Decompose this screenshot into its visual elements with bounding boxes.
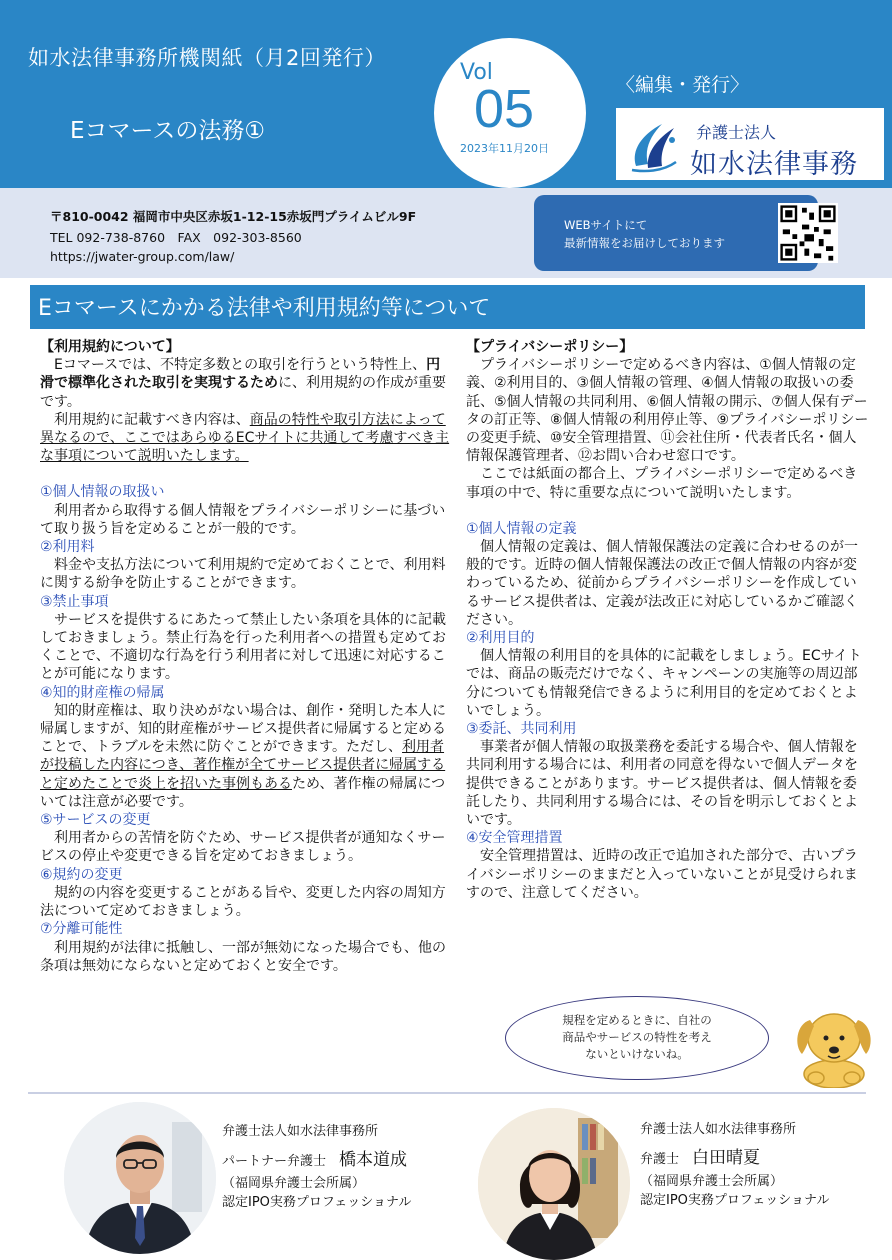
terms-item-title: ⑤サービスの変更 [40,812,151,829]
terms-intro-1c: に、利用規約の作成が重要です。 [40,375,446,410]
terms-column [40,338,450,975]
bubble-text [506,1012,768,1063]
ip-body-c: ため、著作権の帰属については注意が必要です。 [40,775,446,810]
terms-item-body: 利用規約が法律に抵触し、一部が無効になった場合でも、他の条項は無効にならないと定めておくと安全です。 [40,939,446,974]
bubble-line: 商品やサービスの特性を考え [562,1030,712,1044]
firm-logo [616,108,884,180]
terms-heading: 【利用規約について】 [40,339,180,355]
terms-item-title: ⑥規約の変更 [40,866,123,883]
qr-code-icon[interactable] [778,203,838,263]
issue-date: 2023年11月20日 [460,142,549,155]
profile-firm: 弁護士法人如水法律事務所 [640,1122,797,1137]
lawyer-photo-hashimoto [64,1102,216,1254]
dog-mascot-icon [782,994,878,1088]
vol-number: 05 [474,79,535,139]
profile-bar: （福岡県弁護士会所属） [640,1174,784,1189]
firm-logo-icon [626,118,682,174]
privacy-item-title: ④安全管理措置 [466,830,563,847]
edit-label: 〈編集・発行〉 [616,74,750,96]
issue-title: Eコマースの法務① [70,118,266,144]
terms-intro-2a: 利用規約に記載すべき内容は、 [54,411,250,428]
privacy-intro-2: ここでは紙面の都合上、プライバシーポリシーで定めるべき事項の中で、特に重要な点について説明いたします。 [466,466,858,501]
logo-firm-name: 如水法律事務 [690,149,858,180]
divider [28,1092,866,1094]
terms-intro-2 [40,411,450,466]
speech-bubble [505,996,769,1080]
privacy-item-body: 安全管理措置は、近時の改正で追加された部分で、古いプライバシーポリシーのままだと入っていないことが見受けられますので、注意してください。 [466,848,858,901]
terms-intro-1b: 円滑で標準化された取引を実現するため [40,357,441,392]
profile-hashimoto [222,1120,411,1210]
profile-role-line [222,1145,411,1170]
profile-name: 白田晴夏 [692,1148,761,1168]
terms-intro-2b: 商品の特性や取引方法によって異なるので、ここではあらゆるECサイトに共通して考慮すべき主な事項について説明いたします。 [40,411,450,465]
privacy-item-title: ①個人情報の定義 [466,520,577,537]
profile-cert: 認定IPO実務プロフェッショナル [222,1195,412,1210]
profile-role: パートナー弁護士 [222,1154,327,1169]
section-title: Eコマースにかかる法律や利用規約等について [38,296,491,321]
web-line-1: WEBサイトにて [564,218,648,232]
tel-fax: TEL 092-738-8760 FAX 092-303-8560 [50,230,302,245]
profile-role-line [640,1143,829,1168]
logo-small-text: 弁護士法人 [696,123,777,142]
terms-item-body: サービスを提供するにあたって禁止したい条項を具体的に記載しておきましょう。禁止行為を行った利用者への措置も定めておくことで、不適切な行為を行う利用者に対して迅速に対応することが可能になります。 [40,611,446,683]
profile-firm: 弁護士法人如水法律事務所 [222,1124,379,1139]
ip-body-a: 知的財産権は、取り決めがない場合は、創作・発明した本人に帰属しますが、知的財産権がサービス提供者に帰属すると定めることで、トラブルを未然に防ぐことができます。ただし、 [40,702,446,756]
privacy-item-title: ②利用目的 [466,630,535,647]
terms-item-title: ①個人情報の取扱い [40,484,165,501]
terms-intro-1 [40,356,450,411]
profile-name: 橋本道成 [339,1150,408,1170]
bubble-line: 規程を定めるときに、自社の [562,1013,712,1027]
lawyer-photo-shirata [478,1108,630,1260]
terms-item-title: ⑦分離可能性 [40,921,123,938]
web-line-2: 最新情報をお届けしております [564,236,725,250]
privacy-item-body: 個人情報の利用目的を具体的に記載をしましょう。ECサイトでは、商品の販売だけでなく、キャンペーンの実施等の周辺部分についても情報発信できるように利用目的を定めておくとよいでしょう。 [466,648,862,719]
ip-body-underlined: 利用者が投稿した内容につき、著作権が全てサービス提供者に帰属すると定めたことで炎上を招いた事例もある [40,739,446,792]
publication-title: 如水法律事務所機関紙（月2回発行） [28,46,386,70]
vol-label: Vol [460,60,493,85]
web-info-box [534,195,818,271]
terms-item-body [40,702,450,811]
profile-cert: 認定IPO実務プロフェッショナル [640,1193,830,1208]
terms-intro-1a: Eコマースでは、不特定多数との取引を行うという特性上、 [54,357,427,374]
terms-item-body: 料金や支払方法について利用規約で定めておくことで、利用料に関する紛争を防止することができます。 [40,557,446,592]
privacy-item-body: 個人情報の定義は、個人情報保護法の定義に合わせるのが一般的です。近時の個人情報保護法の改正で個人情報の内容が変わっているため、従前からプライバシーポリシーを作成しているサービス提供者は、定義が法改正に対応しているかご確認ください。 [466,539,858,628]
portrait-man-icon [64,1102,216,1254]
privacy-item-body: 事業者が個人情報の取扱業務を委託する場合や、個人情報を共同利用する場合には、利用者の同意を得ないで個人データを提供できることがあります。サービス提供者は、個人情報を委託したり、共同利用する場合には、その旨を明示しておくとよいです。 [466,739,858,829]
address: 〒810-0042 福岡市中央区赤坂1-12-15赤坂門プライムビル9F [50,209,417,224]
bubble-line: ないといけないね。 [585,1047,689,1061]
portrait-woman-icon [478,1108,630,1260]
terms-item-body: 利用者からの苦情を防ぐため、サービス提供者が通知なくサービスの停止や変更できる旨を定めておきましょう。 [40,830,446,865]
privacy-heading: 【プライバシーポリシー】 [466,339,634,355]
privacy-item-title: ③委託、共同利用 [466,721,577,738]
terms-item-title: ②利用料 [40,539,95,556]
profile-shirata [640,1118,829,1208]
terms-item-body: 利用者から取得する個人情報をプライバシーポリシーに基づいて取り扱う旨を定めることが一般的です。 [40,502,446,537]
privacy-intro-1: プライバシーポリシーで定めるべき内容は、①個人情報の定義、②利用目的、③個人情報の管理、④個人情報の取扱いの委託、⑤個人情報の共同利用、⑥個人情報の開示、⑦個人保有データの訂正等、⑧個人情報の利用停止等、⑨プライバシーポリシーの変更手続、⑩安全管理措置、⑪会社住所・代表者氏名・個人情報保護管理者、⑫お問い合わせ窓口です。 [466,357,869,465]
terms-item-body: 規約の内容を変更することがある旨や、変更した内容の周知方法について定めておきましょう。 [40,884,446,920]
section-title-bar [30,285,865,329]
profile-role: 弁護士 [640,1152,680,1167]
terms-item-title: ④知的財産権の帰属 [40,684,165,701]
terms-item-title: ③禁止事項 [40,593,109,610]
website-url[interactable]: https://jwater-group.com/law/ [50,249,235,264]
profile-bar: （福岡県弁護士会所属） [222,1176,366,1191]
privacy-column [466,338,870,902]
